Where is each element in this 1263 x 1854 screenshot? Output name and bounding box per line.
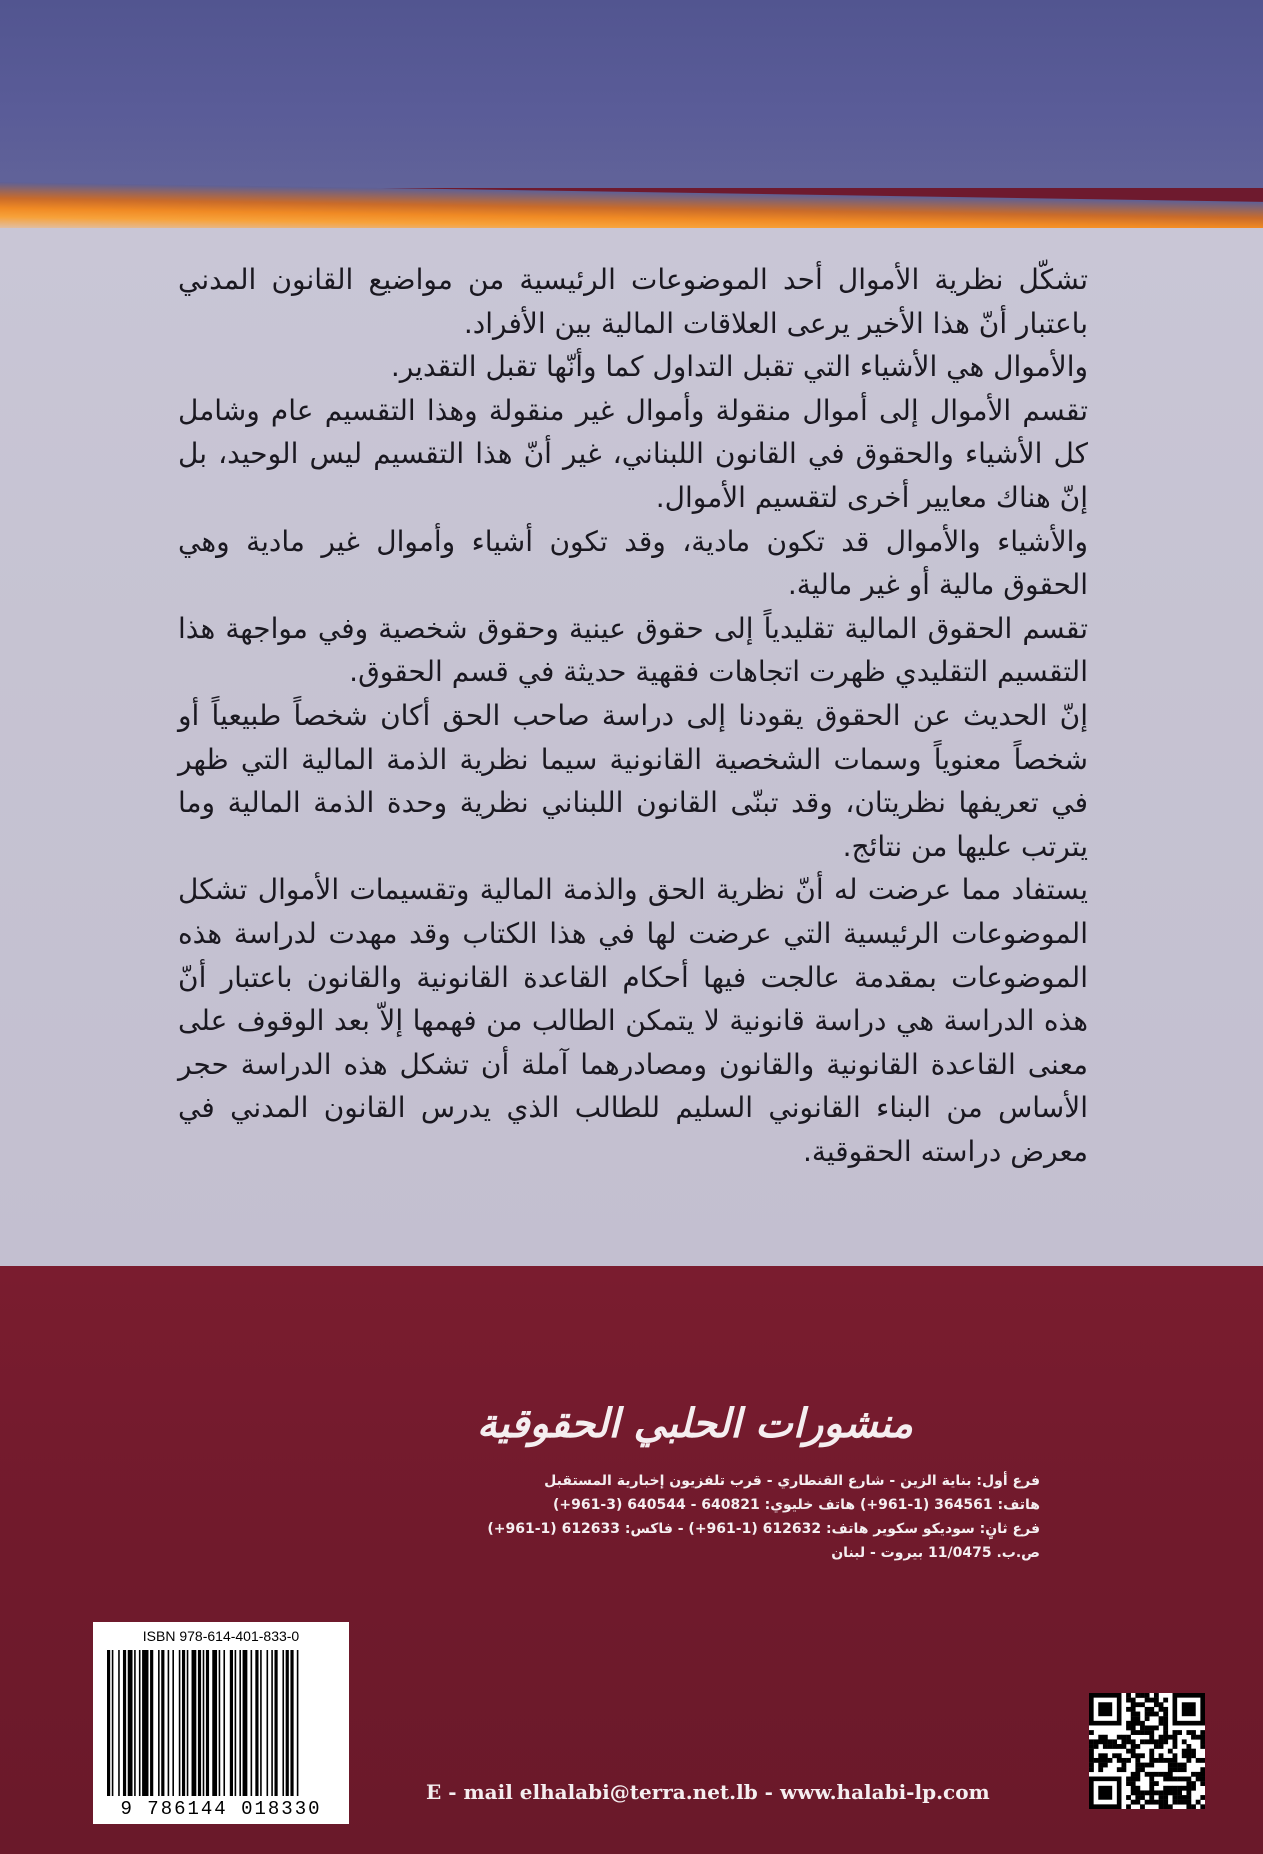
- publisher-branch1: فرع أول: بناية الزين - شارع القنطاري - قرب تلفزيون إخبارية المستقبل: [544, 1473, 1040, 1489]
- barcode: [93, 1622, 349, 1824]
- paragraph-rights: تقسم الحقوق المالية تقليدياً إلى حقوق عينية وحقوق شخصية وفي مواجهة هذا التقسيم التقليدي ظهرت اتجاهات فقهية حديثة في قسم الحقوق.: [178, 611, 1088, 689]
- back-cover-text: [178, 258, 1088, 1173]
- publisher-logo: منشورات الحلبي الحقوقية: [476, 1400, 914, 1447]
- top-color-band: [0, 0, 1263, 188]
- paragraph-person: إنّ الحديث عن الحقوق يقودنا إلى دراسة صاحب الحق أكان شخصاً طبيعياً أو شخصاً معنوياً وسمات الشخصية القانونية سيما نظرية الذمة المالية التي ظهر في تعريفها نظريتان، وقد تبنّى القانون اللبناني نظرية وحدة الذمة المالية وما يترتب عليها من نتائج.: [178, 698, 1088, 863]
- paragraph-intro: تشكّل نظرية الأموال أحد الموضوعات الرئيسية من مواضيع القانون المدني باعتبار أنّ هذا الأخير يرعى العلاقات المالية بين الأفراد.: [178, 263, 1088, 340]
- qr-pattern: [1089, 1693, 1205, 1809]
- publisher-branch2: فرع ثانٍ: سوديكو سكوير هاتف: 612632 (1-961+) - فاكس: 612633 (1-961+): [487, 1521, 1040, 1537]
- qr-code: [1089, 1693, 1205, 1809]
- paragraph-definition: والأموال هي الأشياء التي تقبل التداول كما وأنّها تقبل التقدير.: [390, 350, 1088, 384]
- paragraph-material: والأشياء والأموال قد تكون مادية، وقد تكون أشياء وأموال غير مادية وهي الحقوق مالية أو غير مالية.: [178, 524, 1088, 602]
- barcode-bars: [103, 1650, 339, 1800]
- publisher-phone1: هاتف: 364561 (1-961+) هاتف خليوي: 640821 - 640544 (3-961+): [553, 1497, 1040, 1513]
- paragraph-summary: يستفاد مما عرضت له أنّ نظرية الحق والذمة المالية وتقسيمات الأموال تشكل الموضوعات الرئيسية التي عرضت لها في هذا الكتاب وقد مهدت لدراسة هذه الموضوعات بمقدمة عالجت فيها أحكام القاعدة القانونية والقانون باعتبار أنّ هذه الدراسة هي دراسة قانونية لا يتمكن الطالب من فهمها إلاّ بعد الوقوف على معنى القاعدة القانونية والقانون ومصادرهما آملة أن تشكل هذه الدراسة حجر الأساس من البناء القانوني السليم للطالب الذي يدرس القانون المدني في معرض دراسته الحقوقية.: [178, 873, 1088, 1168]
- isbn-label: ISBN 978-614-401-833-0: [142, 1628, 300, 1644]
- barcode-digits: 9 786144 018330: [120, 1798, 322, 1820]
- publisher-contact: E - mail elhalabi@terra.net.lb - www.halabi-lp.com: [426, 1780, 990, 1804]
- paragraph-division: تقسم الأموال إلى أموال منقولة وأموال غير منقولة وهذا التقسيم عام وشامل كل الأشياء والحقوق في القانون اللبناني، غير أنّ هذا التقسيم ليس الوحيد، بل إنّ هناك معايير أخرى لتقسيم الأموال.: [178, 393, 1088, 514]
- publisher-pobox: ص.ب. 11/0475 بيروت - لبنان: [831, 1545, 1040, 1561]
- publisher-block: [440, 1400, 1040, 1565]
